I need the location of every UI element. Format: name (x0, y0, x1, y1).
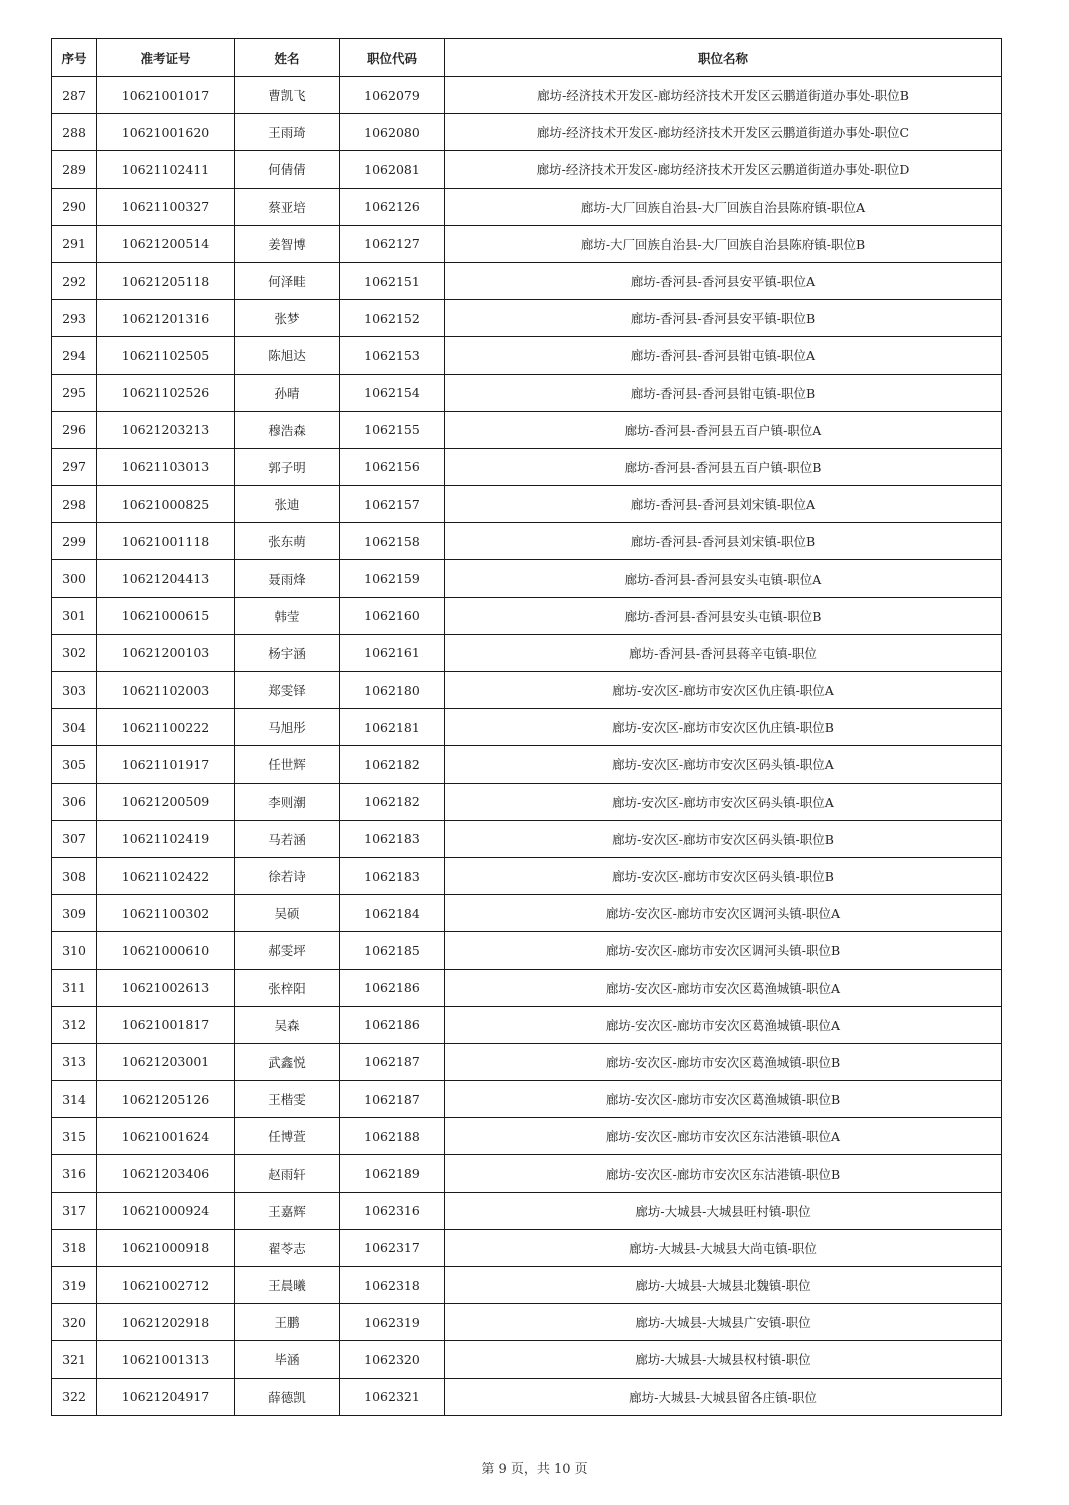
table-row (52, 969, 1002, 1006)
cell-name: 郭子明 (235, 448, 340, 485)
cell-position-code: 1062187 (340, 1081, 445, 1118)
cell-position-code: 1062320 (340, 1341, 445, 1378)
table-row (52, 337, 1002, 374)
cell-seq: 289 (52, 151, 97, 188)
cell-position-code: 1062151 (340, 262, 445, 299)
page-footer: 第 9 页，共 10 页 (481, 1462, 588, 1477)
cell-position-code: 1062152 (340, 300, 445, 337)
table-row (52, 523, 1002, 560)
cell-position-code: 1062316 (340, 1192, 445, 1229)
cell-seq: 318 (52, 1229, 97, 1266)
table-row (52, 300, 1002, 337)
cell-seq: 297 (52, 448, 97, 485)
cell-position-code: 1062186 (340, 1006, 445, 1043)
cell-position-code: 1062161 (340, 634, 445, 671)
cell-position-name: 廊坊-安次区-廊坊市安次区葛渔城镇-职位A (445, 969, 1002, 1006)
cell-name: 王鹏 (235, 1304, 340, 1341)
cell-name: 穆浩森 (235, 411, 340, 448)
cell-position-name: 廊坊-香河县-香河县钳屯镇-职位A (445, 337, 1002, 374)
cell-position-name: 廊坊-安次区-廊坊市安次区码头镇-职位A (445, 783, 1002, 820)
cell-ticket-no: 10621204917 (97, 1378, 235, 1415)
cell-position-name: 廊坊-大城县-大城县广安镇-职位 (445, 1304, 1002, 1341)
cell-position-code: 1062181 (340, 709, 445, 746)
cell-name: 吴硕 (235, 895, 340, 932)
table-row (52, 895, 1002, 932)
cell-ticket-no: 10621205118 (97, 262, 235, 299)
cell-name: 王楷雯 (235, 1081, 340, 1118)
cell-position-name: 廊坊-安次区-廊坊市安次区码头镇-职位A (445, 746, 1002, 783)
table-row (52, 114, 1002, 151)
table-row (52, 1267, 1002, 1304)
cell-position-code: 1062080 (340, 114, 445, 151)
cell-ticket-no: 10621203213 (97, 411, 235, 448)
cell-seq: 305 (52, 746, 97, 783)
results-table (51, 38, 1002, 1416)
cell-name: 任世辉 (235, 746, 340, 783)
cell-ticket-no: 10621203001 (97, 1043, 235, 1080)
cell-position-name: 廊坊-大城县-大城县大尚屯镇-职位 (445, 1229, 1002, 1266)
cell-position-name: 廊坊-安次区-廊坊市安次区葛渔城镇-职位B (445, 1043, 1002, 1080)
cell-name: 王雨琦 (235, 114, 340, 151)
cell-ticket-no: 10621001313 (97, 1341, 235, 1378)
cell-seq: 293 (52, 300, 97, 337)
cell-position-name: 廊坊-安次区-廊坊市安次区码头镇-职位B (445, 820, 1002, 857)
cell-seq: 320 (52, 1304, 97, 1341)
cell-position-code: 1062187 (340, 1043, 445, 1080)
table-row (52, 374, 1002, 411)
cell-ticket-no: 10621000825 (97, 486, 235, 523)
cell-position-code: 1062184 (340, 895, 445, 932)
table-row (52, 1378, 1002, 1415)
table-row (52, 1043, 1002, 1080)
table-row (52, 672, 1002, 709)
cell-position-code: 1062158 (340, 523, 445, 560)
cell-position-name: 廊坊-安次区-廊坊市安次区调河头镇-职位B (445, 932, 1002, 969)
cell-seq: 298 (52, 486, 97, 523)
cell-name: 马若涵 (235, 820, 340, 857)
cell-ticket-no: 10621001817 (97, 1006, 235, 1043)
cell-position-code: 1062183 (340, 857, 445, 894)
cell-name: 张梓阳 (235, 969, 340, 1006)
cell-position-code: 1062182 (340, 746, 445, 783)
cell-name: 韩莹 (235, 597, 340, 634)
cell-ticket-no: 10621002613 (97, 969, 235, 1006)
cell-name: 赵雨轩 (235, 1155, 340, 1192)
table-header (52, 39, 1002, 77)
cell-seq: 306 (52, 783, 97, 820)
cell-name: 吴森 (235, 1006, 340, 1043)
cell-seq: 312 (52, 1006, 97, 1043)
cell-position-name: 廊坊-香河县-香河县刘宋镇-职位B (445, 523, 1002, 560)
cell-ticket-no: 10621102505 (97, 337, 235, 374)
cell-ticket-no: 10621100302 (97, 895, 235, 932)
cell-position-code: 1062186 (340, 969, 445, 1006)
cell-ticket-no: 10621102419 (97, 820, 235, 857)
header-position-name: 职位名称 (445, 39, 1002, 77)
cell-seq: 304 (52, 709, 97, 746)
cell-ticket-no: 10621002712 (97, 1267, 235, 1304)
cell-ticket-no: 10621001017 (97, 77, 235, 114)
cell-seq: 303 (52, 672, 97, 709)
cell-seq: 292 (52, 262, 97, 299)
cell-ticket-no: 10621100222 (97, 709, 235, 746)
cell-name: 何泽畦 (235, 262, 340, 299)
cell-name: 姜智博 (235, 225, 340, 262)
table-row (52, 77, 1002, 114)
cell-name: 孙晴 (235, 374, 340, 411)
table-row (52, 709, 1002, 746)
cell-position-name: 廊坊-香河县-香河县安头屯镇-职位A (445, 560, 1002, 597)
table-row (52, 1192, 1002, 1229)
table-row (52, 1341, 1002, 1378)
cell-ticket-no: 10621000924 (97, 1192, 235, 1229)
cell-ticket-no: 10621200514 (97, 225, 235, 262)
cell-seq: 307 (52, 820, 97, 857)
cell-position-name: 廊坊-经济技术开发区-廊坊经济技术开发区云鹏道街道办事处-职位C (445, 114, 1002, 151)
cell-position-name: 廊坊-香河县-香河县安平镇-职位B (445, 300, 1002, 337)
cell-seq: 321 (52, 1341, 97, 1378)
cell-ticket-no: 10621200103 (97, 634, 235, 671)
table-row (52, 597, 1002, 634)
table-row (52, 1118, 1002, 1155)
cell-position-code: 1062319 (340, 1304, 445, 1341)
cell-name: 张东萌 (235, 523, 340, 560)
header-position-code: 职位代码 (340, 39, 445, 77)
cell-position-code: 1062156 (340, 448, 445, 485)
cell-name: 马旭彤 (235, 709, 340, 746)
cell-position-code: 1062126 (340, 188, 445, 225)
header-row (52, 39, 1002, 77)
table-row (52, 820, 1002, 857)
cell-position-name: 廊坊-安次区-廊坊市安次区东沽港镇-职位B (445, 1155, 1002, 1192)
cell-name: 张迪 (235, 486, 340, 523)
table-row (52, 188, 1002, 225)
table-row (52, 448, 1002, 485)
cell-name: 曹凯飞 (235, 77, 340, 114)
cell-seq: 302 (52, 634, 97, 671)
cell-position-name: 廊坊-大城县-大城县留各庄镇-职位 (445, 1378, 1002, 1415)
cell-position-name: 廊坊-香河县-香河县安平镇-职位A (445, 262, 1002, 299)
cell-position-name: 廊坊-大城县-大城县旺村镇-职位 (445, 1192, 1002, 1229)
cell-ticket-no: 10621201316 (97, 300, 235, 337)
cell-seq: 301 (52, 597, 97, 634)
cell-position-name: 廊坊-安次区-廊坊市安次区调河头镇-职位A (445, 895, 1002, 932)
cell-name: 陈旭达 (235, 337, 340, 374)
cell-position-name: 廊坊-安次区-廊坊市安次区仇庄镇-职位B (445, 709, 1002, 746)
cell-seq: 296 (52, 411, 97, 448)
cell-seq: 300 (52, 560, 97, 597)
cell-seq: 313 (52, 1043, 97, 1080)
cell-position-name: 廊坊-香河县-香河县五百户镇-职位A (445, 411, 1002, 448)
cell-position-name: 廊坊-香河县-香河县钳屯镇-职位B (445, 374, 1002, 411)
cell-name: 毕涵 (235, 1341, 340, 1378)
cell-position-code: 1062318 (340, 1267, 445, 1304)
table-row (52, 1229, 1002, 1266)
cell-ticket-no: 10621001620 (97, 114, 235, 151)
cell-position-code: 1062189 (340, 1155, 445, 1192)
table-row (52, 151, 1002, 188)
header-seq: 序号 (52, 39, 97, 77)
cell-ticket-no: 10621102422 (97, 857, 235, 894)
cell-ticket-no: 10621102411 (97, 151, 235, 188)
cell-position-name: 廊坊-大城县-大城县北魏镇-职位 (445, 1267, 1002, 1304)
cell-position-name: 廊坊-大城县-大城县权村镇-职位 (445, 1341, 1002, 1378)
cell-ticket-no: 10621001624 (97, 1118, 235, 1155)
cell-seq: 311 (52, 969, 97, 1006)
cell-name: 杨宇涵 (235, 634, 340, 671)
table-row (52, 486, 1002, 523)
cell-name: 武鑫悦 (235, 1043, 340, 1080)
cell-name: 任博萱 (235, 1118, 340, 1155)
cell-seq: 294 (52, 337, 97, 374)
cell-position-code: 1062079 (340, 77, 445, 114)
cell-ticket-no: 10621102526 (97, 374, 235, 411)
cell-position-code: 1062183 (340, 820, 445, 857)
cell-position-name: 廊坊-安次区-廊坊市安次区码头镇-职位B (445, 857, 1002, 894)
cell-seq: 295 (52, 374, 97, 411)
cell-seq: 299 (52, 523, 97, 560)
cell-seq: 315 (52, 1118, 97, 1155)
cell-position-code: 1062182 (340, 783, 445, 820)
cell-name: 聂雨烽 (235, 560, 340, 597)
cell-position-name: 廊坊-安次区-廊坊市安次区东沽港镇-职位A (445, 1118, 1002, 1155)
cell-position-name: 廊坊-安次区-廊坊市安次区葛渔城镇-职位B (445, 1081, 1002, 1118)
cell-ticket-no: 10621203406 (97, 1155, 235, 1192)
cell-position-name: 廊坊-香河县-香河县安头屯镇-职位B (445, 597, 1002, 634)
cell-position-name: 廊坊-大厂回族自治县-大厂回族自治县陈府镇-职位B (445, 225, 1002, 262)
header-name: 姓名 (235, 39, 340, 77)
cell-ticket-no: 10621001118 (97, 523, 235, 560)
cell-ticket-no: 10621100327 (97, 188, 235, 225)
table-row (52, 1081, 1002, 1118)
cell-ticket-no: 10621000615 (97, 597, 235, 634)
cell-seq: 319 (52, 1267, 97, 1304)
cell-position-name: 廊坊-安次区-廊坊市安次区葛渔城镇-职位A (445, 1006, 1002, 1043)
cell-ticket-no: 10621202918 (97, 1304, 235, 1341)
cell-ticket-no: 10621205126 (97, 1081, 235, 1118)
cell-ticket-no: 10621101917 (97, 746, 235, 783)
table-row (52, 411, 1002, 448)
cell-ticket-no: 10621000610 (97, 932, 235, 969)
cell-name: 张梦 (235, 300, 340, 337)
cell-position-name: 廊坊-香河县-香河县刘宋镇-职位A (445, 486, 1002, 523)
cell-name: 蔡亚培 (235, 188, 340, 225)
cell-position-name: 廊坊-安次区-廊坊市安次区仇庄镇-职位A (445, 672, 1002, 709)
cell-position-name: 廊坊-大厂回族自治县-大厂回族自治县陈府镇-职位A (445, 188, 1002, 225)
cell-position-code: 1062317 (340, 1229, 445, 1266)
cell-ticket-no: 10621204413 (97, 560, 235, 597)
header-ticket-no: 准考证号 (97, 39, 235, 77)
cell-position-code: 1062180 (340, 672, 445, 709)
cell-position-name: 廊坊-香河县-香河县蒋辛屯镇-职位 (445, 634, 1002, 671)
table-row (52, 783, 1002, 820)
cell-seq: 314 (52, 1081, 97, 1118)
table-row (52, 1304, 1002, 1341)
cell-position-code: 1062321 (340, 1378, 445, 1415)
table-row (52, 225, 1002, 262)
cell-name: 王晨曦 (235, 1267, 340, 1304)
cell-position-code: 1062160 (340, 597, 445, 634)
cell-ticket-no: 10621102003 (97, 672, 235, 709)
cell-seq: 308 (52, 857, 97, 894)
cell-name: 郝雯坪 (235, 932, 340, 969)
cell-position-code: 1062127 (340, 225, 445, 262)
cell-position-name: 廊坊-经济技术开发区-廊坊经济技术开发区云鹏道街道办事处-职位B (445, 77, 1002, 114)
table-row (52, 560, 1002, 597)
cell-seq: 288 (52, 114, 97, 151)
cell-name: 薛德凯 (235, 1378, 340, 1415)
cell-name: 徐若诗 (235, 857, 340, 894)
table-row (52, 857, 1002, 894)
cell-position-code: 1062157 (340, 486, 445, 523)
cell-name: 郑雯铎 (235, 672, 340, 709)
cell-name: 何倩倩 (235, 151, 340, 188)
cell-name: 翟苓志 (235, 1229, 340, 1266)
cell-position-code: 1062154 (340, 374, 445, 411)
table-row (52, 1155, 1002, 1192)
cell-position-code: 1062155 (340, 411, 445, 448)
cell-seq: 309 (52, 895, 97, 932)
table-row (52, 1006, 1002, 1043)
cell-seq: 291 (52, 225, 97, 262)
table-body (52, 77, 1002, 1416)
cell-position-code: 1062185 (340, 932, 445, 969)
table-row (52, 932, 1002, 969)
cell-seq: 322 (52, 1378, 97, 1415)
cell-seq: 316 (52, 1155, 97, 1192)
cell-seq: 317 (52, 1192, 97, 1229)
cell-position-code: 1062188 (340, 1118, 445, 1155)
cell-ticket-no: 10621103013 (97, 448, 235, 485)
table-row (52, 634, 1002, 671)
cell-position-code: 1062153 (340, 337, 445, 374)
table-row (52, 262, 1002, 299)
cell-ticket-no: 10621000918 (97, 1229, 235, 1266)
cell-position-name: 廊坊-香河县-香河县五百户镇-职位B (445, 448, 1002, 485)
cell-name: 王嘉辉 (235, 1192, 340, 1229)
cell-position-name: 廊坊-经济技术开发区-廊坊经济技术开发区云鹏道街道办事处-职位D (445, 151, 1002, 188)
cell-position-code: 1062081 (340, 151, 445, 188)
cell-position-code: 1062159 (340, 560, 445, 597)
cell-ticket-no: 10621200509 (97, 783, 235, 820)
cell-seq: 290 (52, 188, 97, 225)
table-row (52, 746, 1002, 783)
cell-seq: 287 (52, 77, 97, 114)
cell-name: 李则潮 (235, 783, 340, 820)
cell-seq: 310 (52, 932, 97, 969)
